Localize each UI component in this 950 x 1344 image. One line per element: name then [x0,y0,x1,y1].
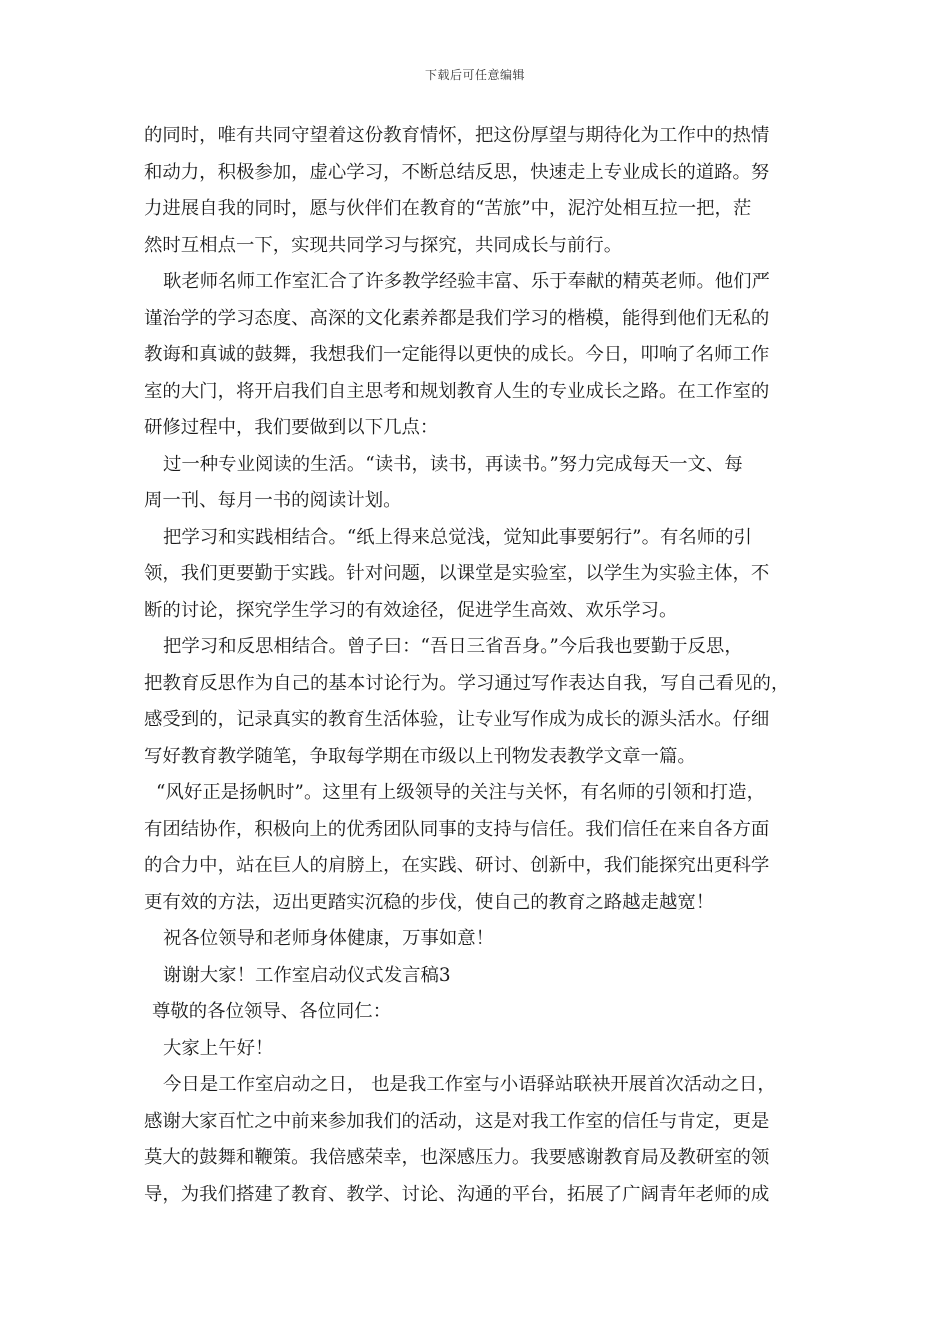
text-line: 大家上午好！ [163,1037,274,1059]
text-line: “风好正是扬帆时”。这里有上级领导的关注与关怀，有名师的引领和打造， [156,782,766,803]
text-line: 然时互相点一下，实现共同学习与探究，共同成长与前行。 [144,234,623,256]
text-line: 今日是工作室启动之日， 也是我工作室与小语驿站联袂开展首次活动之日， [163,1074,776,1095]
text-line: 断的讨论，探究学生学习的有效途径，促进学生高效、欢乐学习。 [144,599,678,621]
text-line: 过一种专业阅读的生活。“读书，读书，再读书。”努力完成每天一文、每 [163,453,743,475]
text-line: 谢谢大家！工作室启动仪式发言稿3 [163,964,451,986]
text-line: 领，我们更要勤于实践。针对问题，以课堂是实验室，以学生为实验主体，不 [144,563,770,584]
text-line: 把教育反思作为自己的基本讨论行为。学习通过写作表达自我，写自己看见的， [144,672,790,694]
text-line: 感受到的，记录真实的教育生活体验，让专业写作成为成长的源头活水。仔细 [144,709,770,730]
text-line: 莫大的鼓舞和鞭策。我倍感荣幸，也深感压力。我要感谢教育局及教研室的领 [144,1147,770,1168]
text-line: 耿老师名师工作室汇合了许多教学经验丰富、乐于奉献的精英老师。他们严 [163,271,770,292]
text-line: 把学习和实践相结合。“纸上得来总觉浅，觉知此事要躬行”。有名师的引 [163,526,752,548]
text-line: 导，为我们搭建了教育、教学、讨论、沟通的平台，拓展了广阔青年老师的成 [144,1183,770,1205]
text-line: 把学习和反思相结合。曾子曰：“吾日三省吾身。”今后我也要勤于反思， [163,636,743,657]
text-line: 有团结协作，积极向上的优秀团队同事的支持与信任。我们信任在来自各方面 [144,818,770,840]
document-body [144,118,824,1213]
text-line: 感谢大家百忙之中前来参加我们的活动，这是对我工作室的信任与肯定，更是 [144,1110,770,1132]
text-line: 的同时，唯有共同守望着这份教育情怀，把这份厚望与期待化为工作中的热情 [144,125,770,146]
text-line: 力进展自我的同时，愿与伙伴们在教育的“苦旅”中，泥泞处相互拉一把，茫 [144,198,752,219]
text-line: 周一刊、每月一书的阅读计划。 [144,490,402,511]
page-header-note: 下载后可任意编辑 [424,68,525,82]
text-line: 祝各位领导和老师身体健康，万事如意！ [163,928,495,949]
text-line: 和动力，积极参加，虚心学习，不断总结反思，快速走上专业成长的道路。努 [144,161,770,183]
text-line: 写好教育教学随笔，争取每学期在市级以上刊物发表教学文章一篇。 [144,745,696,767]
text-line: 谨治学的学习态度、高深的文化素养都是我们学习的楷模，能得到他们无私的 [144,307,770,329]
text-line: 研修过程中，我们要做到以下几点： [144,417,439,438]
text-line: 教诲和真诚的鼓舞，我想我们一定能得以更快的成长。今日，叩响了名师工作 [144,344,770,365]
text-line: 室的大门，将开启我们自主思考和规划教育人生的专业成长之路。在工作室的 [144,380,770,402]
text-line: 的合力中，站在巨人的肩膀上，在实践、研讨、创新中，我们能探究出更科学 [144,855,770,876]
text-line: 更有效的方法，迈出更踏实沉稳的步伐，使自己的教育之路越走越宽！ [144,891,715,913]
text-line: 尊敬的各位领导、各位同仁： [152,1001,392,1022]
